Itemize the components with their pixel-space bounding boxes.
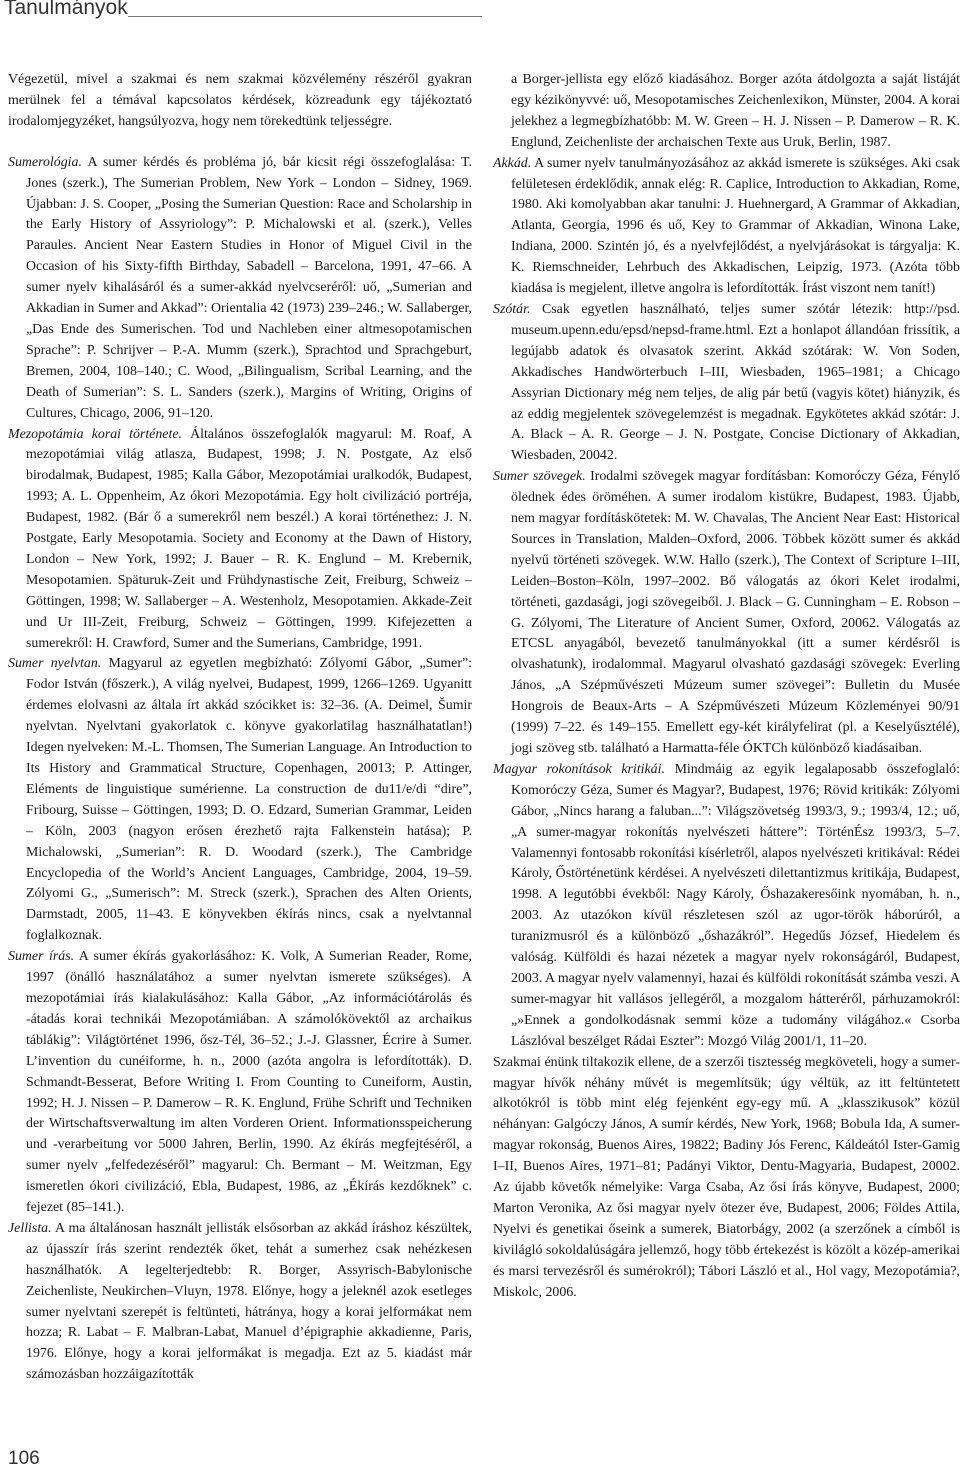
entry-head: Sumer szövegek. [493,469,586,485]
entry-text: A ma általánosan használt jellisták elsősorban az akkád íráshoz készültek, az újasszír írás szerint rendezték őket, tehát a sumerhez csak nehézkesen használhatók. A legelterjedtebb: R. Borger, Assyrisch-Babylonische Zeichenliste, Neukirchen–Vluyn, 1978. Előnye, hogy a jeleknél azok esetleges sumer nyelvtani szerepét is feltünteti, hátránya, hogy a korai jelformákat nem hozza; R. Labat – F. Malbran-Labat, Manuel d’épigraphie akkadienne, Paris, 1976. Előnye, hogy a korai jelformákat is megadja. Ezt az 5. kiadást már számozásban hozzáigazították [26,1220,472,1383]
entry-head: Sumerológia. [8,154,82,170]
continued-text: a Borger-jellista egy előző kiadásához. Borger azóta átdolgozta a saját listáját egy kézikönyvvé: uő, Mesopotamisches Zeichenlexikon, Münster, 2004. A korai jelekhez a legmegbízhatóbb: M. W. Green – H. J. Nissen – P. Damerow – R. K. Englund, Zeichenliste der archaischen Texte aus Uruk, Berlin, 1987. [511,72,960,150]
entry-text: Mindmáig az egyik legalaposabb összefoglaló: Komoróczy Géza, Sumer és Magyar?, Budapest, 1976; Rövid kritikák: Zólyomi Gábor, „Nincs harang a faluban...”: Világszövetség 1993/3, 9.; 1993/4, 12.; uő, „A sumer-magyar rokonítás nyelvészeti háttere”: TörténÉsz 1993/3, 5–7. Valamennyi fontosabb rokonítási kísérletről, alapos nyelvészeti kritikával: Rédei Károly, Őstörténetünk kérdései. A nyelvészeti dilettantizmus kritikája, Budapest, 1998. A legutóbbi évekből: Nagy Károly, Őshazakeresőink nyomában, h. n., 2003. Az utazókon kívül részletesen szól az ugor-török háborúról, a turanizmusról és a különböző „őshazákról”. Hegedűs József, Hiedelem és valóság. Külföldi és hazai nézetek a magyar nyelv rokonságáról, Budapest, 2003. A magyar nyelv valamennyi, hazai és külföldi rokonítását számba veszi. A sumer-magyar hit vallásos jellegéről, a mozgalom hátteréről, párhuzamokról: „»Ennek a gondolkodásnak semmi köze a tudomány világához.« Csorba Lászlóval beszélget Rádai Eszter”: Mozgó Világ 2001/1, 11–20. [511,761,960,1049]
entry-head: Sumer nyelvtan. [8,656,102,672]
entry-text: Magyarul az egyetlen megbízható: Zólyomi Gábor, „Sumer”: Fodor István (főszerk.), A világ nyelvei, Budapest, 1999, 1266–1269. Ugyanitt érdemes elolvasni az általa írt akkád szócikket is: 32–36. (A. Deimel, Šumir nyelvtan. Nyelvtani gyakorlatok c. könyve gyakorlatilag használhatatlan!) Idegen nyelveken: M.-L. Thomsen, The Sumerian Language. An Introduction to Its History and Grammatical Structure, Copenhagen, 20013; P. Attinger, Eléments de linguistique sumérienne. La construction de du11/e/di “dire”, Fribourg, Suisse – Göttingen, 1993; D. O. Edzard, Sumerian Grammar, Leiden – Köln, 2003 (nagyon erősen érezhető rajta Falkenstein hatása); P. Michalowski, „Sumerian”: R. D. Woodard (szerk.), The Cambridge Encyclopedia of the World’s Ancient Languages, Cambridge, 2004, 19–59. Zólyomi G., „Sumerisch”: M. Streck (szerk.), Sprachen des Alten Orients, Darmstadt, 2005, 11–43. E könyvekben ékírás nincs, csak a nyelvtannal foglalkoznak. [26,656,472,944]
intro-paragraph: Végezetül, mivel a szakmai és nem szakmai közvélemény részéről gyakran merülnek fel a témával kapcsolatos kérdések, közreadunk egy tájékoztató irodalomjegyzéket, hangsúlyozva, hogy nem törekedtünk teljességre. [8,72,472,129]
section-title: Tanulmányok [4,0,128,19]
left-column [8,70,472,1386]
entry-szovegek [493,467,960,760]
entry-head: Akkád. [493,155,532,171]
entry-head: Mezopotámia korai története. [8,426,182,442]
entry-head: Sumer írás. [8,949,75,965]
entry-text: A sumer nyelv tanulmányozásához az akkád ismerete is szükséges. Aki csak felületesen érdeklődik, annak elég: R. Caplice, Introduction to Akkadian, Rome, 1980. Aki komolyabban akar tanulni: J. Huehnergard, A Grammar of Akkadian, Atlanta, Georgia, 1996 és uő, Key to Grammar of Akkadian, Winona Lake, Indiana, 2000. Szintén jó, és a nyelvfejlődést, a nyelvjárásokat is tárgyalja: K. K. Riemschneider, Lehrbuch des Akkadischen, Leipzig, 1973. (Azóta több kiadása is megjelent, illetve angolra is lefordították. Írást viszont nem tanít!) [511,155,960,297]
page-number: 106 [8,1448,40,1469]
header-rule [128,16,482,17]
entry-szotar [493,300,960,467]
entry-jellista [8,1219,472,1386]
entry-head: Jellista. [8,1220,52,1236]
entry-head: Szótár. [493,301,531,317]
entry-text: Irodalmi szövegek magyar fordításban: Komoróczy Géza, Fénylő ölednek édes öröméhen. A sumer irodalom kistükre, Budapest, 1983. Újabb, nem magyar fordításkötetek: M. W. Chavalas, The Ancient Near East: Historical Sources in Translation, Malden–Oxford, 2006. Többek között sumer és akkád nyelvű történeti szövegek. W.W. Hallo (szerk.), The Context of Scripture I–III, Leiden–Boston–Köln, 1997–2002. Bő válogatás az ókori Kelet irodalmi, történeti, gazdasági, jogi szövegeiből. J. Black – G. Cunningham – E. Robson – G. Zólyomi, The Literature of Ancient Sumer, Oxford, 20062. Válogatás az ETCSL anyagából, bevezető tanulmányokkal (itt a sumer kérdésről is olvashatunk), irodalommal. Magyarul olvasható gazdasági szövegek: Everling János, „A Szépművészeti Múzeum sumer szövegei”: Bulletin du Musée Hongrois de Beaux-Arts – A Szépművészeti Múzeum Közleményei 90/91 (1999) 7–22. és 149–155. Emellett egy-két királyfelirat (pl. a Keselyűsztélé), jogi szöveg stb. található a Harmatta-féle ÓKTCh különböző kiadásaiban. [511,469,960,756]
entry-text: Csak egyetlen használható, teljes sumer szótár létezik: http://psd. museum.upenn.edu/epsd/nepsd-frame.html. Ezt a honlapot állandóan frissítik, a legújabb adatok és olvasatok szerint. Akkád szótárak: W. Von Soden, Akkadisches Handwörterbuch I–III, Wiesbaden, 1965–1981; a Chicago Assyrian Dictionary még nem teljes, de alig pár betű (vagyis kötet) hiányzik, és az eddig megjelentek szövegelemzést is megadnak. Egykötetes akkád szótár: J. A. Black – A. R. George – J. N. Postgate, Concise Dictionary of Akkadian, Wiesbaden, 20042. [511,301,960,464]
entry-mezopotamia [8,425,472,655]
entry-head: Magyar rokonítások kritikái. [493,761,665,777]
entry-sumerologia [8,153,472,425]
right-column [493,70,960,1303]
entry-akkad [493,154,960,300]
running-header [0,0,960,30]
closing-paragraph: Szakmai énünk tiltakozik ellene, de a szerzői tisztesség megköveteli, hogy a sumer-magyar hívők néhány művét is megemlítsük; úgy véltük, az itt feltüntetett alkotókról is több mint elég fejenként egy-egy mű. A „klasszikusok” közül néhányan: Galgóczy János, A sumír kérdés, New York, 1968; Bobula Ida, A sumer-magyar rokonság, Buenos Aires, 19822; Badiny Jós Ferenc, Káldeától Ister-Gamig I–II, Buenos Aires, 1971–81; Padányi Viktor, Dentu-Magyaria, Budapest, 20002. Az újabb követők némelyike: Varga Csaba, Az ősi írás könyve, Budapest, 2000; Marton Veronika, Az ősi magyar nyelv ötezer éve, Budapest, 2006; Földes Attila, Nyelvi és genetikai őseink a sumerek, Biatorbágy, 2002 (a szerzőnek a címből is kivilágló sokoldalúságára jellemző, hogy több értekezést is közölt a közép-amerikai és marsi tervezésről és sumérokról); Tábori László et al., Hol vagy, Mezopotámia?, Miskolc, 2006. [493,1054,960,1300]
entry-iras [8,947,472,1219]
entry-text: Általános összefoglalók magyarul: M. Roaf, A mezopotámiai világ atlasza, Budapest, 1998; J. N. Postgate, Az első birodalmak, Budapest, 1985; Kalla Gábor, Mezopotámiai uralkodók, Budapest, 1993; A. L. Oppenheim, Az ókori Mezopotámia. Egy holt civilizáció portréja, Budapest, 1982. (Bár ő a sumerekről nem beszél.) A korai történethez: J. N. Postgate, Early Mesopotamia. Society and Economy at the Dawn of History, London – New York, 1992; J. Bauer – R. K. Englund – M. Krebernik, Mesopotamien. Späturuk-Zeit und Frühdynastische Zeit, Freiburg, Schweiz – Göttingen, 1998; W. Sallaberger – A. Westenholz, Mesopotamien. Akkade-Zeit und Ur III-Zeit, Freiburg, Schweiz – Göttingen, 1999. Kifejezetten a sumerekről: H. Crawford, Sumer and the Sumerians, Cambridge, 1991. [26,426,472,651]
entry-nyelvtan [8,654,472,947]
entry-text: A sumer ékírás gyakorlásához: K. Volk, A Sumerian Reader, Rome, 1997 (önálló használatához a sumer nyelvtan ismerete szükséges). A mezopotámiai írás kialakulásához: Kalla Gábor, „Az információtárolás és -átadás korai technikái Mezopotámiában. A számolókövektől az archaikus táblákig”: Világtörténet 1996, ősz-Tél, 36–52.; J.-J. Glassner, Écrire à Sumer. L’invention du cunéiforme, h. n., 2000 (azóta angolra is lefordították). D. Schmandt-Besserat, Before Writing I. From Counting to Cuneiform, Austin, 1992; H. J. Nissen – P. Damerow – R. K. Englund, Frühe Schrift und Techniken der Wirtschaftsverwaltung im alten Vorderen Orient. Informationsspeicherung und -verarbeitung vor 5000 Jahren, Berlin, 1990. Az ékírás megfejtéséről, a sumer nyelv „felfedezéséről” magyarul: Ch. Bermant – M. Weitzman, Egy ismeretlen ókori civilizáció, Ebla, Budapest, 1986, az „Ékírás kezdőknek” c. fejezet (85–141.). [26,949,472,1216]
entry-text: A sumer kérdés és probléma jó, bár kicsit régi összefoglalása: T. Jones (szerk.), The Sumerian Problem, New York – London – Sidney, 1969. Újabban: J. S. Cooper, „Posing the Sumerian Question: Race and Scholarship in the Early History of Assyriology”: P. Michalowski et al. (szerk.), Velles Paraules. Ancient Near Eastern Studies in Honor of Miguel Civil in the Occasion of his Sixty-fifth Birthday, Sabadell – Barcelona, 1991, 47–66. A sumer nyelv kihalásáról és a sumer-akkád nyelvcseréről: uő, „Sumerian and Akkadian in Sumer and Akkad”: Orientalia 42 (1973) 239–246.; W. Sallaberger, „Das Ende des Sumerischen. Tod und Nachleben einer altmesopotamischen Sprache”: P. Schrijver – P.-A. Mumm (szerk.), Sprachtod und Sprachgeburt, Bremen, 2004, 108–140.; C. Wood, „Bilingualism, Scribal Learning, and the Death of Sumerian”: S. L. Sanders (szerk.), Margins of Writing, Origins of Cultures, Chicago, 2006, 91–120. [26,154,472,421]
entry-kritikai [493,760,960,1053]
